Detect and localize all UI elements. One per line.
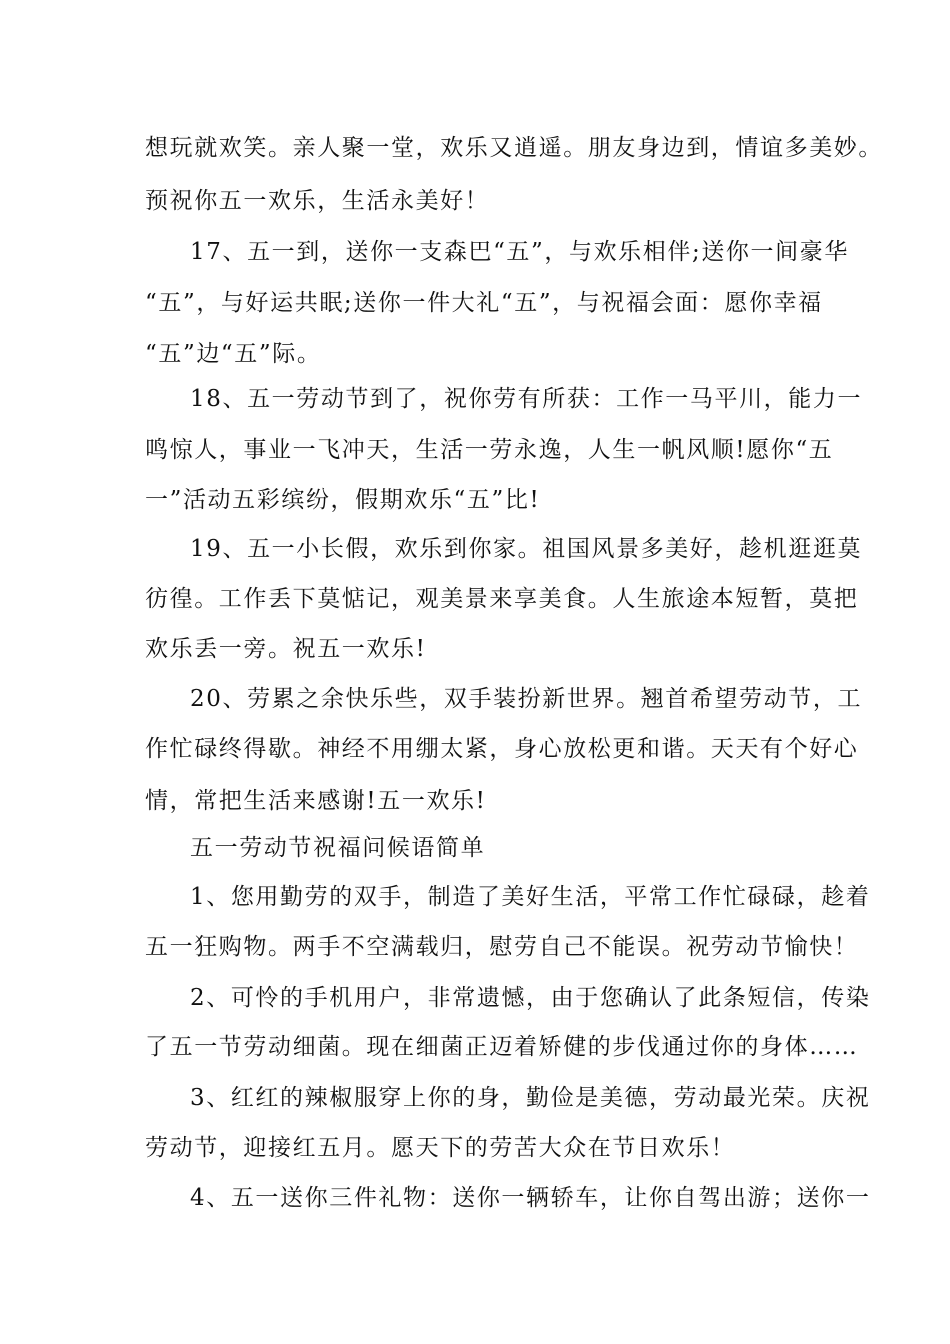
text-line: 2、可怜的手机用户，非常遗憾，由于您确认了此条短信，传染 (190, 985, 871, 1011)
text-line: 一”活动五彩缤纷，假期欢乐“五”比! (145, 487, 541, 513)
text-line: 4、五一送你三件礼物：送你一辆轿车，让你自驾出游；送你一 (190, 1185, 871, 1211)
text-line: 彷徨。工作丢下莫惦记，观美景来享美食。人生旅途本短暂，莫把 (145, 586, 859, 612)
text-line: 作忙碌终得歇。神经不用绷太紧，身心放松更和谐。天天有个好心 (145, 736, 859, 762)
text-line: 情，常把生活来感谢!五一欢乐! (145, 788, 487, 814)
text-line: “五”，与好运共眠;送你一件大礼“五”，与祝福会面：愿你幸福 (145, 290, 823, 316)
text-line: 五一狂购物。两手不空满载归，慰劳自己不能误。祝劳动节愉快！ (145, 934, 859, 960)
text-line: 欢乐丢一旁。祝五一欢乐! (145, 636, 427, 662)
text-line: 3、红红的辣椒服穿上你的身，勤俭是美德，劳动最光荣。庆祝 (190, 1085, 871, 1111)
text-line: 了五一节劳动细菌。现在细菌正迈着矫健的步伐通过你的身体…… (145, 1034, 859, 1060)
text-line: 劳动节，迎接红五月。愿天下的劳苦大众在节日欢乐！ (145, 1135, 736, 1161)
text-line: 想玩就欢笑。亲人聚一堂，欢乐又逍遥。朋友身边到，情谊多美妙。 (145, 135, 883, 161)
text-line: 18、五一劳动节到了，祝你劳有所获：工作一马平川，能力一 (190, 386, 863, 412)
text-line: 1、您用勤劳的双手，制造了美好生活，平常工作忙碌碌，趁着 (190, 884, 871, 910)
text-line: 19、五一小长假，欢乐到你家。祖国风景多美好，趁机逛逛莫 (190, 536, 863, 562)
text-line: 20、劳累之余快乐些，双手装扮新世界。翘首希望劳动节，工 (190, 686, 863, 712)
text-line: 鸣惊人，事业一飞冲天，生活一劳永逸，人生一帆风顺!愿你“五 (145, 437, 834, 463)
text-line: “五”边“五”际。 (145, 341, 322, 367)
text-line: 17、五一到，送你一支森巴“五”，与欢乐相伴;送你一间豪华 (190, 239, 849, 265)
text-line: 预祝你五一欢乐，生活永美好！ (145, 188, 490, 214)
section-heading: 五一劳动节祝福问候语简单 (190, 835, 486, 861)
